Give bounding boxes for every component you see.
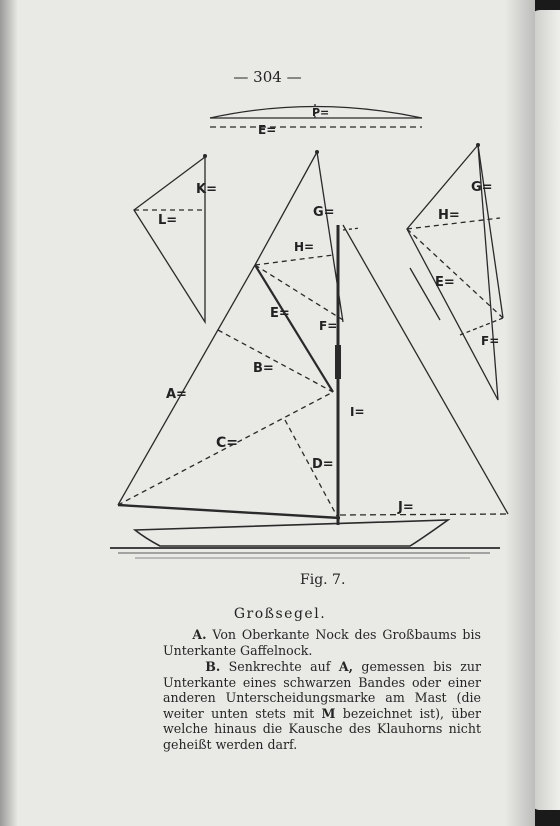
h-dimension-line xyxy=(255,255,333,265)
label-j: J= xyxy=(398,500,414,515)
paragraph-a-key: A. xyxy=(192,627,207,642)
boom xyxy=(118,505,340,518)
figure-caption: Fig. 7. xyxy=(300,572,346,588)
label-f-main: F= xyxy=(319,319,338,333)
label-d: D= xyxy=(312,457,334,472)
label-g-main: G= xyxy=(313,205,335,220)
right-head-dot xyxy=(476,143,480,147)
paragraph-b xyxy=(163,659,481,753)
section-title: Großsegel. xyxy=(233,606,327,622)
foot-j-line xyxy=(340,514,508,515)
paragraph-a xyxy=(163,627,481,658)
mast-mark-band xyxy=(335,345,341,379)
page-number: — 304 — xyxy=(233,68,302,86)
right-g-spar xyxy=(478,145,503,318)
topsail-left xyxy=(134,157,205,322)
paragraph-a-text: Von Oberkante Nock des Großbaums bis Unterkante Gaffelnock. xyxy=(163,627,481,658)
label-h-main: H= xyxy=(294,240,315,254)
paragraph-b-key: B. xyxy=(205,659,221,674)
jib-leech xyxy=(343,225,508,514)
label-i: I= xyxy=(350,405,365,419)
hull xyxy=(135,520,448,546)
paragraph-b-mark: M xyxy=(321,705,336,721)
label-p: P= xyxy=(312,106,330,119)
paragraph-b-text-3: bezeichnet ist), über welche hinaus die Kausche des Klauhorns nicht geheißt werden darf. xyxy=(163,705,482,752)
label-b: B= xyxy=(253,361,274,376)
topsail-head-dot xyxy=(203,154,207,158)
paragraph-b-text-2: gemessen bis zur Unterkante eines schwarzen Bandes oder einer anderen Unterscheidungsmarke am Mast (die weiter unten stets mit xyxy=(163,659,482,721)
label-c: C= xyxy=(216,435,239,451)
label-k: K= xyxy=(196,182,217,197)
paragraph-b-text-1: Senkrechte auf xyxy=(220,659,339,674)
label-e-main: E= xyxy=(270,306,290,321)
label-f-right: F= xyxy=(481,334,500,348)
label-g-right: G= xyxy=(471,180,493,195)
label-a: A= xyxy=(166,387,187,402)
right-f-line xyxy=(460,318,503,335)
label-e-top: E= xyxy=(258,123,277,137)
label-l: L= xyxy=(158,213,178,228)
f-dimension-line xyxy=(255,265,343,320)
mainsail-luff-a xyxy=(118,265,255,505)
label-e-right: E= xyxy=(435,275,455,290)
b-dimension-line xyxy=(218,330,333,392)
masthead-dot xyxy=(315,150,319,154)
label-h-right: H= xyxy=(438,208,460,223)
paragraph-b-ref: A, xyxy=(338,659,353,674)
